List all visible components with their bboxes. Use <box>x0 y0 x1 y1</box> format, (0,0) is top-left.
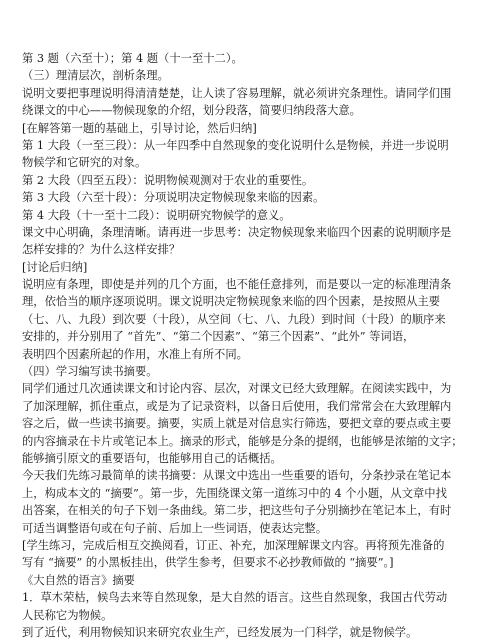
text-line: 能够摘引原文的重要语句，也能够用自己的话概括。 <box>22 451 282 465</box>
text-line: 第 2 大段（四至五段）：说明物候观测对于农业的重要性。 <box>22 173 314 187</box>
text-line: 到了近代，利用物候知识来研究农业生产，已经发展为一门科学，就是物候学。 <box>22 625 418 639</box>
text-line: 1．草木荣枯，候鸟去来等自然现象，是大自然的语言。这些自然现象，我国古代劳动 <box>22 591 448 605</box>
section-heading: （四）学习编写读书摘要。 <box>22 365 158 379</box>
text-line: [讨论后归纳] <box>22 260 88 274</box>
text-line: 今天我们先练习最简单的读书摘要：从课文中选出一些重要的语句，分条抄录在笔记本 <box>22 469 452 483</box>
text-line: 说明应有条理，即使是并列的几个方面，也不能任意排列，而是要以一定的标准理清条 <box>22 278 452 292</box>
text-line: 写有 “摘要” 的小黑板挂出，供学生参考，但要求不必抄教师做的 “摘要”。] <box>22 556 394 570</box>
text-line: 了加深理解，抓住重点，或是为了记录资料，以备日后使用，我们常常会在大致理解内 <box>22 399 452 413</box>
text-line: 出答案，在相关的句子下划一条曲线。第二步，把这些句子分别摘抄在笔记本上，有时 <box>22 504 452 518</box>
summary-title: 《大自然的语言》摘要 <box>22 573 135 587</box>
text-line: 怎样安排的？为什么这样安排？ <box>22 243 181 257</box>
text-line: 上，构成本文的 “摘要”。第一步，先围绕课文第一道练习中的 4 个小题，从文章中找 <box>22 486 447 500</box>
text-line: 第 3 题（六至十）；第 4 题（十一至十二）。 <box>22 52 243 65</box>
text-line: 说明文要把事理说明得清清楚楚，让人读了容易理解，就必须讲究条理性。请同学们围 <box>22 86 452 100</box>
section-heading: （三）理清层次，剖析条理。 <box>22 69 169 83</box>
text-line: 可适当调整语句或在句子前、后加上一些词语，使表达完整。 <box>22 521 328 535</box>
text-line: 安排的，并分别用了 “首先”、“第二个因素”、“第三个因素”、“此外” 等词语， <box>22 330 415 344</box>
text-line: 课文中心明确，条理清晰。请再进一步思考：决定物候现象来临四个因素的说明顺序是 <box>22 225 452 239</box>
text-line: 人民称它为物候。 <box>22 608 113 622</box>
text-line: 第 3 大段（六至十段）：分项说明决定物候现象来临的因素。 <box>22 191 325 205</box>
text-line: 物候学和它研究的对象。 <box>22 156 147 170</box>
text-line: 绕课文的中心——物候现象的介绍，划分段落，简要归纳段落大意。 <box>22 104 361 118</box>
document-body <box>22 50 480 641</box>
text-line: 容之后，做一些读书摘要。摘要，实质上就是对信息实行筛选，要把文章的要点或主要 <box>22 417 452 431</box>
text-line: 第 4 大段（十一至十二段）：说明研究物候学的意义。 <box>22 208 291 222</box>
text-line: 的内容摘录在卡片或笔记本上。摘录的形式，能够是分条的提纲，也能够是浓缩的文字； <box>22 434 463 448</box>
text-line: 理，依恰当的顺序逐项说明。课文说明决定物候现象来临的四个因素，是按照从主要 <box>22 295 440 309</box>
text-line: （七、八、九段）到次要（十段），从空间（七、八、九段）到时间（十段）的顺序来 <box>22 312 446 326</box>
text-line: 第 1 大段（一至三段）：从一年四季中自然现象的变化说明什么是物候，并进一步说明 <box>22 138 449 152</box>
text-line: 表明四个因素所起的作用，水准上有所不同。 <box>22 347 248 361</box>
text-line: 同学们通过几次通读课文和讨论内容、层次，对课文已经大致理解。在阅读实践中，为 <box>22 382 452 396</box>
text-line: [在解答第一题的基础上，引导讨论，然后归纳] <box>22 121 257 135</box>
text-line: [学生练习，完成后相互交换阅看，订正、补充，加深理解课文内容。再将预先准备的 <box>22 538 445 552</box>
